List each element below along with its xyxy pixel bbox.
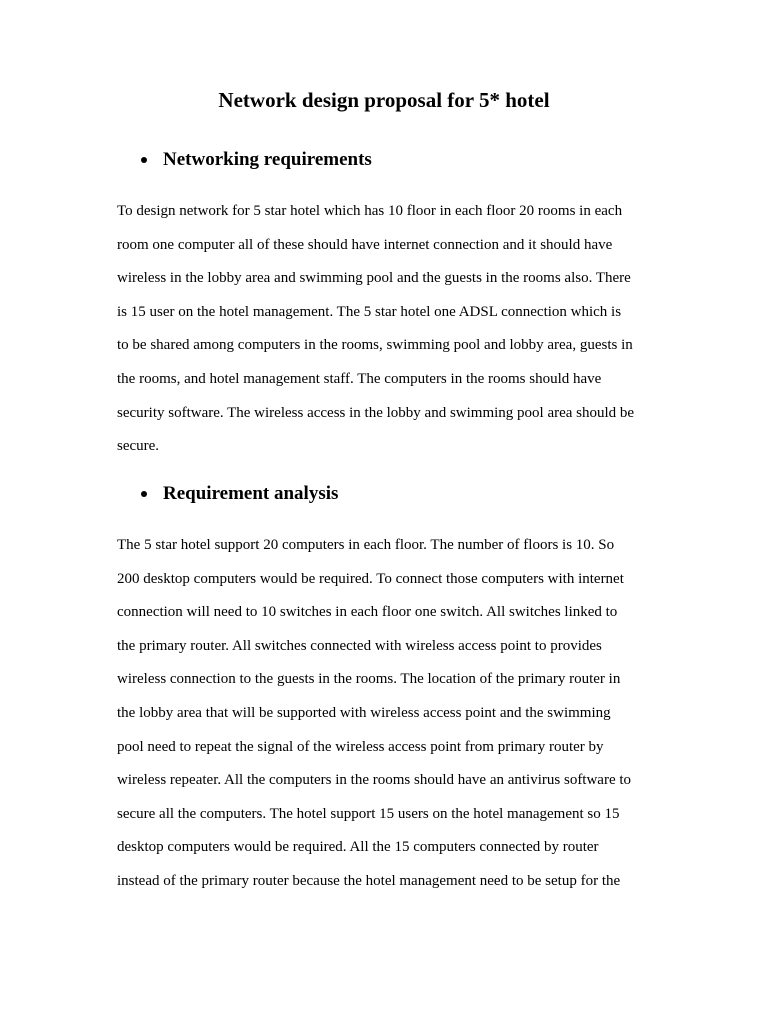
section-heading-label: Networking requirements — [163, 149, 372, 170]
paragraph-line: wireless connection to the guests in the rooms. The location of the primary router in — [117, 671, 621, 688]
paragraph-line: the rooms, and hotel management staff. The computers in the rooms should have — [117, 370, 602, 387]
paragraph-line: 200 desktop computers would be required. To connect those computers with internet — [117, 570, 624, 587]
paragraph-line: the lobby area that will be supported with wireless access point and the swimming — [117, 704, 611, 721]
paragraph-line: pool need to repeat the signal of the wireless access point from primary router by — [117, 738, 604, 755]
paragraph-line: To design network for 5 star hotel which has 10 floor in each floor 20 rooms in each — [117, 203, 623, 219]
paragraph-line: secure all the computers. The hotel support 15 users on the hotel management so 15 — [117, 805, 620, 822]
paragraph-line: the primary router. All switches connected with wireless access point to provides — [117, 637, 602, 654]
paragraph-line: The 5 star hotel support 20 computers in each floor. The number of floors is 10. So — [117, 537, 615, 553]
paragraph-line: wireless repeater. All the computers in the rooms should have an antivirus software to — [117, 772, 632, 789]
section-heading-label: Requirement analysis — [163, 483, 339, 504]
section-heading-networking-requirements — [137, 146, 372, 174]
paragraph-line: to be shared among computers in the rooms, swimming pool and lobby area, guests in — [117, 337, 633, 354]
paragraph-line: wireless in the lobby area and swimming pool and the guests in the rooms also. There — [117, 270, 631, 287]
paragraph-line: room one computer all of these should have internet connection and it should have — [117, 236, 613, 253]
section-heading-requirement-analysis — [137, 480, 338, 508]
paragraph-line: is 15 user on the hotel management. The 5 star hotel one ADSL connection which is — [117, 303, 622, 320]
paragraph-line: secure. — [117, 438, 160, 455]
page-title: Network design proposal for 5* hotel — [218, 88, 550, 112]
paragraph-line: security software. The wireless access in the lobby and swimming pool area should be — [117, 404, 635, 421]
paragraph-line: connection will need to 10 switches in each floor one switch. All switches linked to — [117, 604, 618, 621]
paragraph-line: instead of the primary router because the hotel management need to be setup for the — [117, 872, 621, 889]
requirement-analysis-paragraph — [117, 529, 677, 899]
networking-requirements-paragraph — [117, 195, 677, 464]
paragraph-line: desktop computers would be required. All the 15 computers connected by router — [117, 839, 599, 856]
